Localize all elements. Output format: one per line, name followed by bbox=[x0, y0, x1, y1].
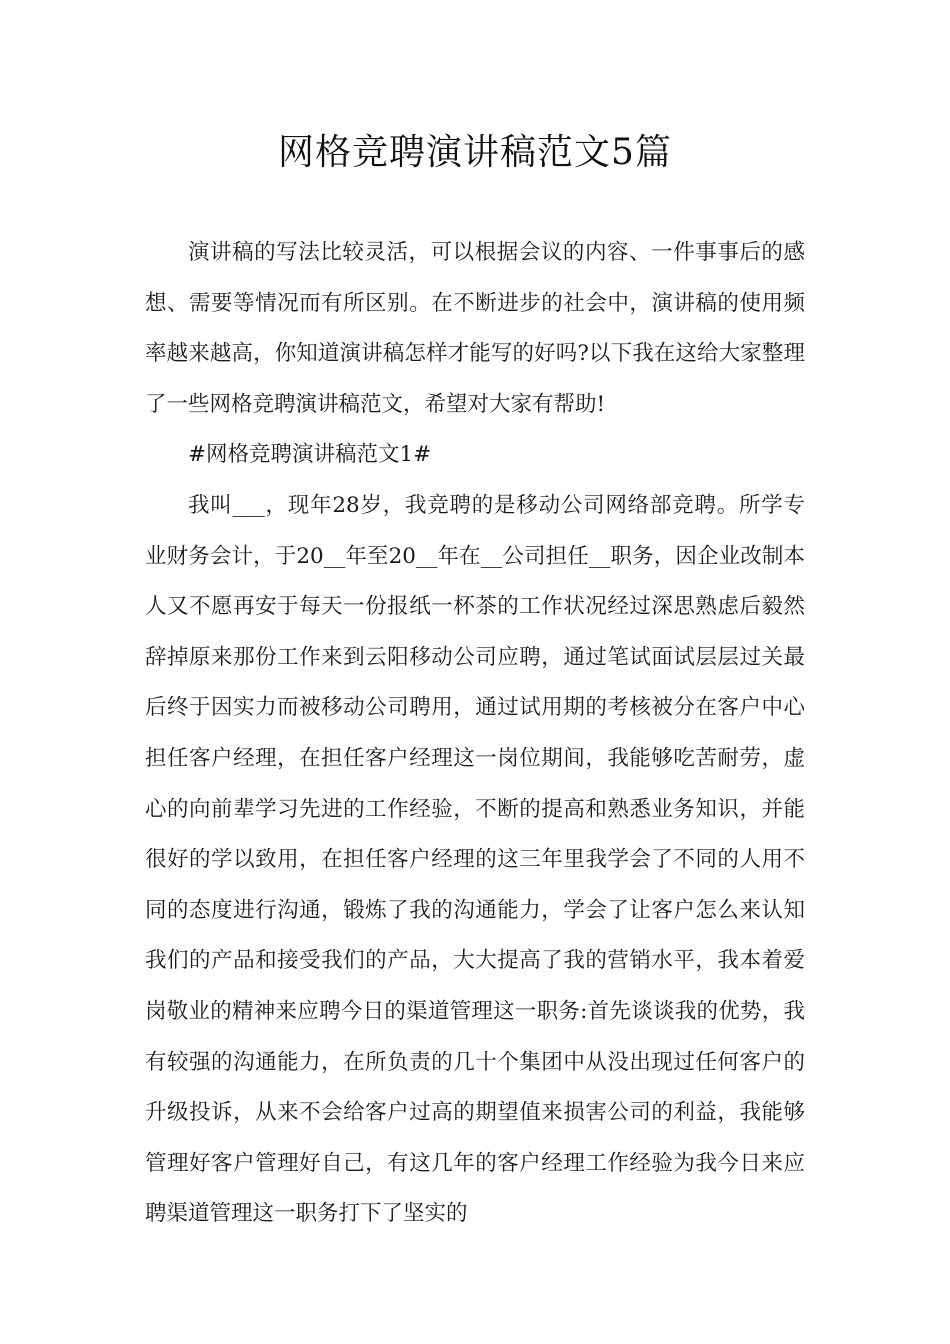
section-heading: #网格竞聘演讲稿范文1# bbox=[188, 442, 432, 468]
section-paragraph: 我叫___，现年28岁，我竞聘的是移动公司网络部竞聘。所学专业财务会计，于20__年至20__年在__公司担任__职务，因企业改制本人又不愿再安于每天一份报纸一杯茶的工作状况经过深思熟虑后毅然辞掉原来那份工作来到云阳移动公司应聘，通过笔试面试层层过关最后终于因实力而被移动公司聘用，通过试用期的考核被分在客户中心担任客户经理，在担任客户经理这一岗位期间，我能够吃苦耐劳，虚心的向前辈学习先进的工作经验，不断的提高和熟悉业务知识，并能很好的学以致用，在担任客户经理的这三年里我学会了不同的人用不同的态度进行沟通，锻炼了我的沟通能力，学会了让客户怎么来认知我们的产品和接受我们的产品，大大提高了我的营销水平，我本着爱岗敬业的精神来应聘今日的渠道管理这一职务:首先谈谈我的优势，我有较强的沟通能力，在所负责的几十个集团中从没出现过任何客户的升级投诉，从来不会给客户过高的期望值来损害公司的利益，我能够管理好客户管理好自己，有这几年的客户经理工作经验为我今日来应聘渠道管理这一职务打下了坚实的 bbox=[145, 492, 805, 1227]
document-body bbox=[145, 228, 805, 1240]
intro-paragraph: 演讲稿的写法比较灵活，可以根据会议的内容、一件事事后的感想、需要等情况而有所区别。在不断进步的社会中，演讲稿的使用频率越来越高，你知道演讲稿怎样才能写的好吗?以下我在这给大家整理了一些网格竞聘演讲稿范文，希望对大家有帮助! bbox=[145, 240, 805, 417]
document-title: 网格竞聘演讲稿范文5篇 bbox=[278, 132, 672, 173]
